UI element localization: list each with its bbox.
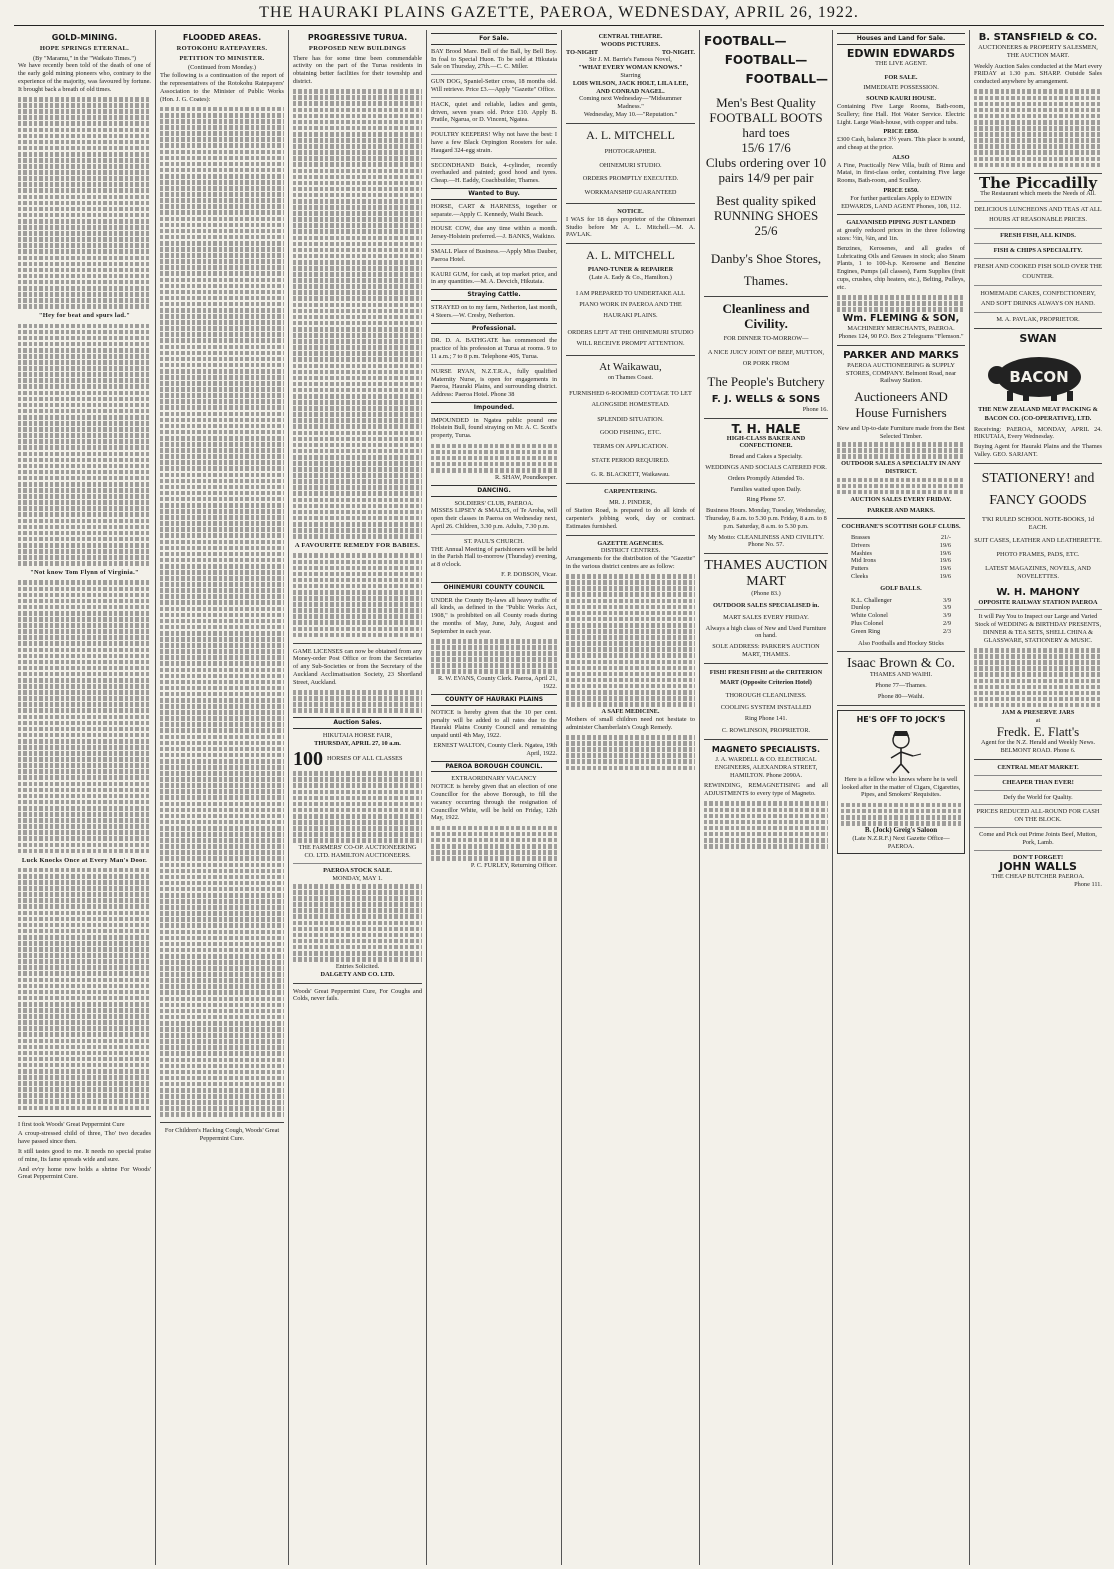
horses-label: HORSES OF ALL CLASSES bbox=[327, 754, 403, 762]
text-block bbox=[160, 105, 284, 1118]
ad-text: ALSO bbox=[892, 153, 910, 161]
text-block bbox=[18, 96, 151, 311]
ad-heading: THE FARMERS' CO-OP. AUCTIONEERING CO. LTD. HAMILTON AUCTIONEERS. bbox=[298, 844, 417, 860]
text-block bbox=[293, 552, 422, 639]
ad-text: PHOTOGRAPHER. bbox=[604, 147, 657, 155]
ad-heading: MAGNETO SPECIALISTS. bbox=[711, 744, 821, 754]
article-title: GOLD-MINING. bbox=[51, 33, 118, 42]
column-classifieds bbox=[427, 30, 562, 1565]
ad-text: WEDDINGS AND SOCIALS CATERED FOR. bbox=[705, 463, 827, 471]
ad-text: Buying Agent for Hauraki Plains and the Thames Valley. GEO. SARJANT. bbox=[974, 443, 1102, 458]
ad-text: (Late A. Eady & Co., Hamilton.) bbox=[589, 273, 672, 281]
text-block bbox=[704, 800, 828, 850]
ad-text: hard toes bbox=[742, 125, 790, 140]
ad-text: STATE PERIOD REQUIRED. bbox=[591, 456, 670, 464]
ad-text: Here is a fellow who knows where he is well looked after in the matter of Cigars, Cigarettes, Pipes, and Smokers' Requisites. bbox=[841, 775, 961, 799]
ad-text: ORDERS LEFT AT THE OHINEMURI STUDIO WILL RECEIVE PROMPT ATTENTION. bbox=[567, 328, 694, 347]
ad-text: HIGH-CLASS BAKER AND CONFECTIONER. bbox=[726, 434, 806, 450]
ad-text: DELICIOUS LUNCHEONS AND TEAS AT ALL HOURS AT REASONABLE PRICES. bbox=[974, 206, 1102, 224]
ad-text: J. A. WARDELL & CO. ELECTRICAL ENGINEERS, ALEXANDRA STREET, HAMILTON. Phone 2090A. bbox=[714, 755, 818, 779]
price-row bbox=[851, 612, 951, 620]
ad-heading: FOOTBALL— bbox=[724, 53, 808, 67]
article-subtitle: PETITION TO MINISTER. bbox=[179, 54, 265, 62]
ad-text: Business Hours. Monday, Tuesday, Wednesday, Thursday, 8 a.m. to 5.30 p.m. Friday, 8 a.m. to 8 p.m. Saturday, 8 a.m. to 5.30 p.m. bbox=[705, 507, 827, 530]
ad-heading: ST. PAUL'S CHURCH. bbox=[464, 537, 524, 545]
text-block bbox=[566, 734, 695, 772]
ad-text: FRESH AND COOKED FISH SOLD OVER THE COUNTER. bbox=[974, 262, 1102, 280]
ad-text: THE NEW ZEALAND MEAT PACKING & BACON CO. (CO-OPERATIVE), LTD. bbox=[978, 405, 1098, 422]
ad-text: FISH & CHIPS A SPECIALITY. bbox=[993, 246, 1083, 254]
ad-heading: GALVANISED PIPING JUST LANDED bbox=[846, 219, 956, 227]
item-name: Green Ring bbox=[851, 627, 881, 635]
golf-balls-list bbox=[837, 597, 965, 636]
classified-ad: NOTICE is hereby given that the 10 per cent. penalty will be added to all rates due to the Hauraki Plains County Council and remaining unpaid until 4th May, 1922. bbox=[431, 708, 557, 740]
ad-heading: T. H. HALE bbox=[731, 421, 801, 436]
item-name: K.L. Challenger bbox=[851, 596, 892, 604]
ad-text: SOLE ADDRESS: PARKER'S AUCTION MART, THAMES. bbox=[712, 643, 820, 658]
item-name: Putters bbox=[851, 565, 869, 573]
ad-text: OUTDOOR SALES SPECIALISED in. bbox=[712, 601, 820, 609]
ad-text: Weekly Auction Sales conducted at the Mart every FRIDAY at 1.30 p.m. SHARP. Outside Sales conducted anywhere by arrangement. bbox=[974, 62, 1102, 86]
ad-text: Mothers of small children need not hesitate to administer Chamberlain's Cough Remedy. bbox=[566, 715, 695, 731]
ad-text: Also Footballs and Hockey Sticks bbox=[858, 639, 944, 647]
text-block bbox=[837, 476, 965, 496]
ad-text: PIANO-TUNER & REPAIRER bbox=[587, 266, 674, 274]
ad-heading: A. L. MITCHELL bbox=[586, 248, 675, 263]
ad-text: PARKER AND MARKS. bbox=[867, 506, 935, 514]
item-price: 19/6 bbox=[939, 573, 951, 581]
text-block bbox=[293, 88, 422, 540]
classified-ad: GUN DOG, Spaniel-Setter cross, 18 months old. Will retrieve. Price £3.—Apply "Gazette" Office. bbox=[431, 78, 557, 93]
ad-text: MACHINERY MERCHANTS, PAEROA. bbox=[847, 325, 955, 333]
swan-label: SWAN bbox=[1019, 331, 1057, 345]
signature: R. SHAW, Poundkeeper. bbox=[494, 473, 557, 481]
ad-text: OHINEMURI STUDIO. bbox=[599, 161, 662, 169]
text-block bbox=[841, 801, 961, 827]
ad-line: A croup-stressed child of three, Tho' two decades have passed since then. bbox=[18, 1130, 151, 1146]
ad-text: THAMES AND WAIHI. bbox=[869, 671, 933, 679]
section-label: COUNTY OF HAURAKI PLAINS bbox=[431, 694, 557, 706]
ad-heading: Cleanliness and Civility. bbox=[722, 301, 810, 331]
section-label: PAEROA BOROUGH COUNCIL. bbox=[431, 761, 557, 773]
ad-text: SOUND KAURI HOUSE. bbox=[866, 95, 936, 103]
ad-text: COOLING SYSTEM INSTALLED bbox=[720, 703, 812, 711]
ad-text: Containing Five Large Rooms, Bath-room, Scullery; fine Hall. Hot Water Service. Electric Light. Large Wash-house, with copper and tubs. bbox=[837, 102, 965, 126]
ad-text: PAEROA AUCTIONEERING & SUPPLY STORES, COMPANY. Belmont Road, near Railway Station. bbox=[845, 361, 957, 385]
pig-logo-icon bbox=[983, 347, 1093, 403]
section-label: For Sale. bbox=[431, 33, 557, 45]
ad-heading: F. J. WELLS & SONS bbox=[711, 393, 821, 405]
column-property-ads bbox=[833, 30, 970, 1565]
ad-text: T'KI RULED SCHOOL NOTE-BOOKS, 1d EACH. bbox=[982, 515, 1094, 531]
article-subtitle: PROPOSED NEW BUILDINGS bbox=[308, 44, 407, 52]
column-theatre-ads bbox=[562, 30, 700, 1565]
ad-text: Come and Pick out Prime Joints Beef, Mutton, Pork, Lamb. bbox=[979, 831, 1097, 846]
ad-text: The Restaurant which meets the Needs of All. bbox=[980, 190, 1096, 198]
ad-text: PHOTO FRAMES, PADS, ETC. bbox=[996, 551, 1080, 559]
item-price: 2/3 bbox=[942, 627, 951, 635]
ad-heading: Auctioneers AND House Furnishers bbox=[854, 389, 948, 421]
item-name: Mashies bbox=[851, 549, 872, 557]
price-row bbox=[851, 565, 951, 573]
ad-text: AUCTION SALES EVERY FRIDAY. bbox=[850, 495, 952, 503]
ad-text: ORDERS PROMPTLY EXECUTED. bbox=[582, 175, 679, 183]
article-paragraph: The following is a continuation of the report of the representatives of the Rotokohu Ratepayers' Association to the Minister of Public Works (Hon. J. G. Coates): bbox=[160, 72, 284, 103]
ad-text: TERMS ON APPLICATION. bbox=[592, 443, 669, 451]
classified-ad: UNDER the County By-laws all heavy traffic of all kinds, as defined in the "Public Works Act, 1908," is prohibited on all County roads during the months of May, June, July, August and September in each year. bbox=[431, 596, 557, 635]
ad-text: SUIT CASES, LEATHER AND LEATHERETTE. bbox=[974, 537, 1102, 545]
ad-text: DON'T FORGET! bbox=[1012, 853, 1064, 861]
ad-text: A Fine, Practically New Villa, built of Rimu and Matai, in first-class order, containing Five large Rooms, Bath-room, and Scullery. bbox=[837, 161, 965, 185]
item-price: 19/6 bbox=[939, 541, 951, 549]
ad-text: G. R. BLACKETT, Waikawau. bbox=[591, 470, 670, 478]
ad-heading: Fredk. E. Flatt's bbox=[996, 724, 1080, 740]
ad-text: MART SALES EVERY FRIDAY. bbox=[723, 613, 809, 621]
ad-heading: B. STANSFIELD & CO. bbox=[978, 32, 1098, 43]
jocks-ad bbox=[837, 710, 965, 855]
ad-text: on Thames Coast. bbox=[607, 373, 654, 381]
ad-date: MONDAY, MAY 1. bbox=[332, 874, 383, 882]
price-row bbox=[851, 550, 951, 558]
columns bbox=[14, 30, 1106, 1565]
ad-text: CHEAPER THAN EVER! bbox=[1002, 778, 1074, 786]
classified-ad: DR. D. A. BATHGATE has commenced the practice of his profession at Turua at rooms. 9 to 11 a.m.; 7 to 8 p.m. Telephone 40S, Turua. bbox=[431, 337, 557, 360]
article-title: PROGRESSIVE TURUA. bbox=[307, 33, 408, 42]
phone: (Phone 83.) bbox=[751, 590, 781, 598]
item-price: 3/9 bbox=[942, 604, 951, 612]
ad-heading: SOLDIERS' CLUB, PAEROA. bbox=[454, 499, 534, 507]
ad-heading: THAMES AUCTION MART bbox=[704, 558, 828, 590]
ad-text: Receiving: PAEROA, MONDAY, APRIL 24. HIKUTAIA, Every Wednesday. bbox=[974, 425, 1102, 441]
section-label: Impounded. bbox=[431, 402, 557, 414]
item-price: 19/6 bbox=[939, 565, 951, 573]
price-row bbox=[851, 534, 951, 542]
ad-heading: B. (Jock) Greig's Saloon bbox=[864, 826, 938, 834]
ad-text: DISTRICT CENTRES. bbox=[600, 547, 661, 555]
item-name: Cleeks bbox=[851, 573, 869, 581]
ad-text: It will Pay You to Inspect our Large and Varied Stock of WEDDING & BIRTHDAY PRESENTS, DINNER & TEA SETS, SHELL CHINA & GLASSWARE, STATIONERY & MUSIC. bbox=[974, 613, 1102, 644]
ad-heading: COCHRANE'S SCOTTISH GOLF CLUBS. bbox=[841, 523, 961, 531]
ad-heading: WOODS PICTURES. bbox=[600, 40, 661, 48]
signature: P. C. FURLEY, Returning Officer. bbox=[470, 862, 557, 870]
text-block bbox=[18, 866, 151, 1111]
classified-ad: NOTICE is hereby given that an election of one Councillor for the above Borough, to fill the vacancy occurring through the resignation of Councillor White, will be held on Friday, 12th May, 1922. bbox=[431, 783, 557, 822]
ad-text: SPLENDID SITUATION. bbox=[597, 415, 664, 423]
ad-heading: A SAFE MEDICINE. bbox=[601, 708, 660, 716]
column-shops-ads bbox=[970, 30, 1106, 1565]
ad-text: New and Up-to-date Furniture made from the Best Selected Timber. bbox=[837, 425, 965, 440]
section-label: Auction Sales. bbox=[293, 717, 422, 729]
entries-solicited: Entries Solicited. bbox=[335, 963, 380, 971]
ad-text: Arrangements for the distribution of the "Gazette" in the various district centres are as follow: bbox=[566, 555, 695, 570]
ad-line: For Children's Hacking Cough, Woods' Great Peppermint Cure. bbox=[164, 1127, 280, 1143]
ad-text: Defy the World for Quality. bbox=[1003, 793, 1073, 801]
ad-date: THURSDAY, APRIL 27, 10 a.m. bbox=[314, 739, 401, 747]
byline: (By "Maramu," in the "Waikato Times.") bbox=[33, 54, 136, 62]
ad-heading: Danby's Shoe Stores, Thames. bbox=[710, 251, 822, 288]
text-block bbox=[18, 322, 151, 567]
ad-heading: NOTICE. bbox=[617, 207, 644, 215]
text-block bbox=[293, 882, 422, 963]
phone: Phone 77—Thames. bbox=[875, 682, 927, 690]
text-block bbox=[18, 579, 151, 855]
ad-text: THE CHEAP BUTCHER PAEROA. bbox=[991, 873, 1085, 881]
ad-line: It still tastes good to me. It needs no special praise of mine, Its fame spreads wide and sure. bbox=[18, 1147, 151, 1163]
ad-text: Orders Promptly Attended To. bbox=[727, 474, 805, 482]
ad-text: HOMEMADE CAKES, CONFECTIONERY, AND SOFT DRINKS ALWAYS ON HAND. bbox=[980, 289, 1096, 307]
starring: Starring bbox=[620, 71, 641, 79]
article-paragraph: We have recently been told of the death of one of the early gold mining pioneers who, contrary to the experience of the majority, was favoured by fortune. It brought back a breath of old times. bbox=[18, 62, 151, 93]
price-row bbox=[851, 620, 951, 628]
masthead: THE HAURAKI PLAINS GAZETTE, PAEROA, WEDNESDAY, APRIL 26, 1922. bbox=[14, 4, 1104, 26]
ad-text: Best quality spiked RUNNING SHOES bbox=[713, 193, 819, 223]
text-block bbox=[431, 637, 557, 675]
ad-heading: A. L. MITCHELL bbox=[586, 127, 675, 142]
article-subtitle: ROTOKOHU RATEPAYERS. bbox=[176, 44, 268, 52]
ad-text: at greatly reduced prices in the three following sizes: ½in, ¾in, and 1in. bbox=[837, 227, 965, 242]
price-row bbox=[851, 628, 951, 636]
ad-text: Agent for the N.Z. Herald and Weekly News. BELMONT ROAD. Phone 6. bbox=[980, 739, 1096, 755]
article-title: FLOODED AREAS. bbox=[182, 33, 262, 42]
ad-text: £300 Cash, balance 3½ years. This place is sound, and cheap at the price. bbox=[837, 136, 965, 151]
ad-heading: EDWIN EDWARDS bbox=[846, 46, 956, 60]
classified-ad: THE Annual Meeting of parishioners will be held in the Parish Hall to-morrow (Thursday) evening, at 8 o'clock. bbox=[431, 545, 557, 569]
ad-heading: W. H. MAHONY bbox=[996, 586, 1080, 598]
horses-number: 100 bbox=[293, 747, 323, 770]
item-price: 3/9 bbox=[942, 596, 951, 604]
ad-heading: The People's Butchery bbox=[707, 373, 825, 389]
classified-ad: HOUSE COW, due any time within a month. Jersey-Holstein preferred.—J. BANKS, Waikino. bbox=[431, 225, 557, 241]
ad-text: REWINDING, REMAGNETISING and all ADJUSTMENTS to every type of Magneto. bbox=[704, 782, 828, 798]
section-label: OHINEMURI COUNTY COUNCIL bbox=[431, 582, 557, 594]
phone: Phone 16. bbox=[802, 405, 828, 413]
ad-heading: GAZETTE AGENCIES. bbox=[597, 539, 664, 547]
classified-ad: SMALL Place of Business.—Apply Miss Dauber, Paeroa Hotel. bbox=[431, 247, 557, 263]
price-row bbox=[851, 557, 951, 565]
ad-text: I WAS for 18 days proprietor of the Ohinemuri Studio before Mr A. L. Mitchell.—M. A. PAVLAK. bbox=[566, 215, 695, 239]
ad-text: WORKMANSHIP GUARANTEED bbox=[584, 189, 677, 197]
classified-ad: NURSE RYAN, N.Z.T.R.A., fully qualified Maternity Nurse, is open for engagements in Paeroa, Hauraki Plains, and surrounding district. Address: Paeroa Hotel. Phone 38 bbox=[431, 367, 557, 399]
text-block bbox=[431, 442, 557, 474]
phone: Phone 80—Waihi. bbox=[877, 693, 925, 701]
classified-ad: SECONDHAND Buick, 4-cylinder, recently overhauled and painted; good hood and tyres. Cheap.—H. Eaddy, Coachbuilder, Thames. bbox=[431, 161, 557, 185]
ad-line: Woods' Great Peppermint Cure, For Coughs and Colds, never fails. bbox=[293, 987, 422, 1003]
item-name: Dunlop bbox=[851, 604, 870, 612]
ad-heading: MR. J. PINDER, bbox=[609, 499, 652, 507]
ad-heading: The Piccadilly bbox=[978, 173, 1098, 192]
ad-text: AUCTIONEERS & PROPERTY SALESMEN, THE AUCTION MART. bbox=[978, 44, 1098, 59]
text-block bbox=[293, 689, 422, 715]
ad-heading: CARPENTERING. bbox=[604, 487, 657, 495]
ad-heading: FOOTBALL— bbox=[704, 34, 787, 48]
price: PRICE £650. bbox=[883, 186, 919, 194]
ad-text: My Motto: CLEANLINESS AND CIVILITY. Phone No. 57. bbox=[708, 533, 824, 549]
ad-heading: FOOTBALL— bbox=[745, 72, 828, 86]
item-name: Mid Irons bbox=[851, 557, 877, 565]
ad-text: FOR DINNER TO-MORROW— bbox=[723, 335, 809, 342]
stars: LOIS WILSON, JACK HOLT, LILA LEE, AND CONRAD NAGEL. bbox=[572, 79, 689, 95]
tonight: TO-NIGHT bbox=[566, 48, 599, 56]
item-price: 21/- bbox=[940, 534, 951, 542]
column-flooded-areas bbox=[156, 30, 289, 1565]
ad-text: (Late N.Z.R.F.) Next Gazette Office—PAEROA. bbox=[852, 834, 950, 850]
ad-text: FURNISHED 6-ROOMED COTTAGE TO LET ALONGSIDE HOMESTEAD. bbox=[569, 389, 692, 408]
ad-line: I first took Woods' Great Peppermint Cure bbox=[18, 1120, 125, 1128]
ad-text: at bbox=[1035, 716, 1041, 724]
item-price: 19/6 bbox=[939, 549, 951, 557]
item-name: Plus Colonel bbox=[851, 620, 884, 628]
play-title: "WHAT EVERY WOMAN KNOWS." bbox=[578, 64, 683, 72]
phone: Phone 111. bbox=[1074, 881, 1102, 889]
signature: ERNEST WALTON, County Clerk. Ngatea, 19th April, 1922. bbox=[433, 742, 557, 757]
golf-clubs-list bbox=[837, 534, 965, 581]
ad-heading: FISH! FRESH FISH! at the CRITERION MART (Opposite Criterion Hotel) bbox=[709, 668, 823, 686]
play-intro: Sir J. M. Barrie's Famous Novel, bbox=[589, 56, 672, 64]
ad-text: Bread and Cakes a Specialty. bbox=[729, 453, 803, 461]
price-row bbox=[851, 573, 951, 581]
ad-text: Clubs ordering over 10 pairs 14/9 per pair bbox=[705, 155, 827, 185]
ad-text: M. A. PAVLAK, PROPRIETOR. bbox=[996, 315, 1080, 323]
ad-text: Men's Best Quality FOOTBALL BOOTS bbox=[709, 95, 823, 125]
ad-text: Benzines, Kerosenes, and all grades of Lubricating Oils and Greases in stock; also Steam Plants, 1 to 100-h.p. Kerosene and Benzine Engines, Pumps (all classes), Farm Supplies (fruit cups, crushes, chip heaters, etc.), Belting, Pulleys, etc. bbox=[837, 244, 965, 291]
ad-text: JAM & PRESERVE JARS bbox=[1001, 708, 1075, 716]
ad-text: FOR SALE. bbox=[884, 73, 918, 81]
ad-heading: EXTRAORDINARY VACANCY bbox=[451, 775, 537, 783]
coming-next: Wednesday, May 10.—"Reputation." bbox=[583, 110, 678, 118]
ad-text: THOROUGH CLEANLINESS. bbox=[725, 691, 807, 699]
text-block bbox=[974, 647, 1102, 709]
ad-text: OPPOSITE RAILWAY STATION PAEROA bbox=[978, 598, 1098, 606]
ad-text: Ring Phone 57. bbox=[746, 496, 786, 504]
item-name: White Colonel bbox=[851, 612, 888, 620]
section-label: Professional. bbox=[431, 323, 557, 335]
ad-text: Phones 124, 90 P.O. Box 2 Telegrams "Flemson." bbox=[838, 332, 964, 340]
classified-ad: HORSE, CART & HARNESS, together or separate.—Apply C. Kennedy, Waihi Beach. bbox=[431, 202, 557, 218]
ad-game-licenses: GAME LICENSES can now be obtained from any Money-order Post Office or from the Secretaries of any Sub-Societies or from the Secretary of the Auckland Acclimatisation Society, 23 Shortland Street, Auckland. bbox=[293, 647, 422, 686]
bacon-label: BACON bbox=[1009, 367, 1069, 386]
text-block bbox=[974, 88, 1102, 169]
ad-heading: PAEROA STOCK SALE. bbox=[323, 866, 392, 874]
ad-heading: STATIONERY! and FANCY GOODS bbox=[981, 470, 1095, 508]
text-block bbox=[431, 824, 557, 862]
dalgety: DALGETY AND CO. LTD. bbox=[320, 970, 395, 978]
ad-text: Ring Phone 141. bbox=[744, 715, 788, 723]
ad-text: LATEST MAGAZINES, NOVELS, AND NOVELETTES. bbox=[985, 564, 1091, 580]
text-block bbox=[566, 573, 695, 708]
classified-ad: STRAYED on to my farm, Netherton, last month, 4 Steers.—W. Cresby, Netherton. bbox=[431, 303, 557, 319]
ad-heading: GOLF BALLS. bbox=[880, 584, 922, 592]
section-heading: Luck Knocks Once at Every Man's Door. bbox=[21, 856, 148, 864]
item-name: Drivers bbox=[851, 541, 870, 549]
continued-note: (Continued from Monday.) bbox=[188, 64, 256, 72]
ad-text: C. ROWLINSON, PROPRIETOR. bbox=[721, 727, 811, 735]
article-subtitle: HOPE SPRINGS ETERNAL. bbox=[39, 44, 130, 52]
ad-text: CENTRAL MEAT MARKET. bbox=[997, 764, 1079, 772]
article-paragraph: There has for some time been commendable activity on the part of the Turua residents in obtaining better facilities for their township and district. bbox=[293, 54, 422, 85]
section-label: DANCING. bbox=[431, 485, 557, 497]
price: 15/6 17/6 bbox=[741, 140, 791, 155]
column-progressive-turua bbox=[289, 30, 427, 1565]
classified-ad: MISSES LIPSEY & SMALES, of Te Aroha, will open their classes in Paeroa on Wednesday next, April 26. Children, 3.30 p.m. Adults, 7.30 p.m. bbox=[431, 507, 557, 530]
section-label: Wanted to Buy. bbox=[431, 188, 557, 200]
ad-text: PRICES REDUCED ALL-ROUND FOR CASH ON THE BLOCK. bbox=[976, 808, 1100, 824]
signature: R. W. EVANS, County Clerk. Paeroa, April 21, 1922. bbox=[437, 675, 557, 691]
ad-text: THE LIVE AGENT. bbox=[875, 59, 927, 67]
text-block bbox=[837, 294, 965, 314]
ad-heading: Wm. FLEMING & SON, bbox=[842, 313, 960, 325]
ad-line: And ev'ry home now holds a shrine For Woods' Great Peppermint Cure. bbox=[18, 1165, 151, 1181]
ad-text: Always a high class of New and Used Furniture on hand. bbox=[705, 624, 827, 640]
ad-text: For further particulars Apply to EDWIN EDWARDS, LAND AGENT Phones, 108, 112. bbox=[841, 194, 961, 210]
ad-text: IMMEDIATE POSSESSION. bbox=[863, 84, 939, 92]
classified-ad: IMPOUNDED in Ngatea public pound one Holstein Bull, found straying on Mr. A. C. Scott's property, Turua. bbox=[431, 416, 557, 440]
section-label: Houses and Land for Sale. bbox=[837, 33, 965, 45]
section-heading: "Not know Tom Flynn of Virginia." bbox=[30, 569, 139, 577]
ad-text: of Station Road, is prepared to do all kinds of carpenter's jobbing work, day or contract. Estimates furnished. bbox=[566, 507, 695, 530]
price-row bbox=[851, 604, 951, 612]
ad-text: GOOD FISHING, ETC. bbox=[599, 429, 662, 437]
price: 25/6 bbox=[754, 223, 778, 238]
text-block bbox=[293, 770, 422, 845]
ad-heading: PARKER AND MARKS bbox=[843, 349, 959, 361]
tonight: TO-NIGHT. bbox=[661, 48, 695, 56]
ad-text: Families waited upon Daily. bbox=[730, 485, 802, 493]
ad-heading: CENTRAL THEATRE. bbox=[598, 33, 663, 40]
ad-heading: HIKUTAIA HORSE FAIR, bbox=[322, 732, 393, 740]
ad-text: I AM PREPARED TO UNDERTAKE ALL PIANO WORK IN PAEROA AND THE HAURAKI PLAINS. bbox=[575, 289, 686, 319]
section-heading: "Hey for beat and spurs lad." bbox=[38, 312, 131, 320]
ad-text: FRESH FISH, ALL KINDS. bbox=[1000, 232, 1076, 240]
classified-ad: KAURI GUM, for cash, at top market price, and in any quantities.—M. A. Devcich, Hikutaia. bbox=[431, 270, 557, 286]
ad-heading: At Waikawau, bbox=[599, 360, 662, 373]
item-price: 3/9 bbox=[942, 612, 951, 620]
section-heading: A FAVOURITE REMEDY FOR BABIES. bbox=[294, 542, 421, 550]
ad-heading: Isaac Brown & Co. bbox=[846, 656, 956, 672]
classified-ad: POULTRY KEEPERS! Why not have the best: I have a few Black Orpington Roosters for sale. Haugard 324-egg strain. bbox=[431, 131, 557, 154]
text-block bbox=[837, 441, 965, 461]
classified-ad: HACK, quiet and reliable, ladies and gents, driven, seven years old. Price £10. Apply B. Pratile, Ngarua, or D. Vincent, Ngatea. bbox=[431, 100, 557, 124]
ad-text: A NICE JUICY JOINT OF BEEF, MUTTON, OR PORK FROM bbox=[707, 348, 825, 367]
coming-next: Coming next Wednesday—"Midsummer Madness." bbox=[579, 95, 682, 111]
ad-heading: HE'S OFF TO JOCK'S bbox=[856, 714, 946, 724]
ad-heading: JOHN WALLS bbox=[999, 860, 1077, 874]
item-name: Brasses bbox=[851, 534, 871, 542]
price: PRICE £850. bbox=[883, 128, 919, 136]
price-row bbox=[851, 542, 951, 550]
section-label: Straying Cattle. bbox=[431, 289, 557, 301]
classified-ad: BAY Brood Mare. Bell of the Ball, by Bell Boy. In foal to Special Huon. To be sold at Hikutaia Sale on Thursday, 27th.—C. C. Miller. bbox=[431, 47, 557, 71]
signature: F. P. DOBSON, Vicar. bbox=[501, 570, 557, 578]
column-gold-mining bbox=[14, 30, 156, 1565]
price-row bbox=[851, 597, 951, 605]
item-price: 2/9 bbox=[942, 620, 951, 628]
item-price: 19/6 bbox=[939, 557, 951, 565]
ad-text: OUTDOOR SALES A SPECIALTY IN ANY DISTRICT. bbox=[841, 460, 961, 476]
smoker-illustration bbox=[871, 728, 931, 774]
column-football-ads bbox=[700, 30, 833, 1565]
